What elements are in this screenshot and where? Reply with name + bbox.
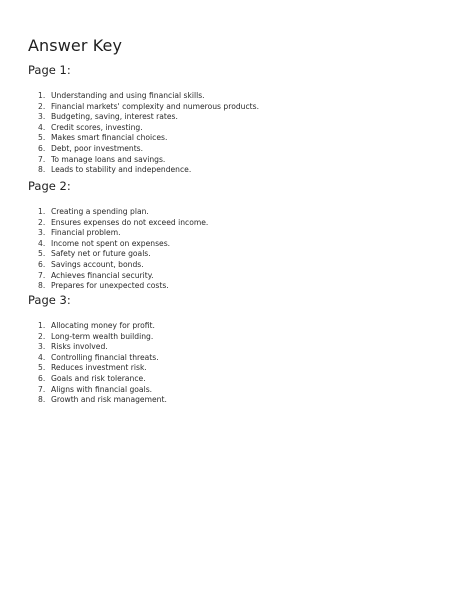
answer-number: 7. [38,154,46,164]
answer-section-page-3 [28,293,448,406]
answer-text: Aligns with financial goals. [51,384,153,394]
answer-text: Debt, poor investments. [51,143,144,153]
answer-text: Risks involved. [51,342,108,352]
answer-item [28,239,448,250]
answer-item [28,207,448,218]
answer-number: 1. [38,91,46,100]
answer-text: Income not spent on expenses. [51,238,171,248]
answer-item [28,353,448,364]
answer-item [28,271,448,282]
answer-item [28,228,448,239]
answer-text: Achieves financial security. [51,270,154,280]
answer-text: Savings account, bonds. [51,259,144,269]
answer-item [28,281,448,292]
section-heading: Page 2: [28,179,71,193]
answer-number: 1. [38,321,46,330]
answer-text: Ensures expenses do not exceed income. [51,217,209,227]
answer-item [28,218,448,229]
answer-text: Controlling financial threats. [51,352,159,362]
answer-text: Growth and risk management. [51,395,167,405]
answer-text: Financial problem. [51,228,121,238]
answer-number: 6. [38,373,46,383]
answer-item [28,363,448,374]
answer-number: 6. [38,259,46,269]
answer-item [28,395,448,406]
answer-item [28,342,448,353]
answer-text: Goals and risk tolerance. [51,373,146,383]
answer-number: 5. [38,249,46,259]
answer-text: Understanding and using financial skills. [51,91,205,100]
answer-text: Reduces investment risk. [51,363,147,373]
answer-text: Makes smart financial choices. [51,133,168,143]
answer-item [28,332,448,343]
answer-item [28,133,448,144]
answer-number: 5. [38,133,46,143]
page-title: Answer Key [28,36,123,55]
answer-number: 4. [38,122,46,132]
answer-number: 7. [38,384,46,394]
answer-section-page-1 [28,63,448,176]
answer-text: Prepares for unexpected costs. [51,281,169,291]
answer-item [28,155,448,166]
answer-number: 4. [38,238,46,248]
answer-number: 8. [38,165,46,175]
answer-text: Financial markets' complexity and numerous products. [51,101,260,111]
answer-item [28,165,448,176]
answer-section-page-2 [28,179,448,292]
answer-number: 1. [38,207,46,216]
answer-item [28,385,448,396]
answer-number: 8. [38,281,46,291]
answer-number: 6. [38,143,46,153]
answer-number: 2. [38,331,46,341]
answer-item [28,102,448,113]
answer-text: Creating a spending plan. [51,207,149,216]
answer-number: 2. [38,101,46,111]
answer-item [28,91,448,102]
answer-number: 8. [38,395,46,405]
answer-text: Long-term wealth building. [51,331,154,341]
answer-list [28,91,448,176]
answer-text: To manage loans and savings. [51,154,166,164]
answer-item [28,249,448,260]
section-heading: Page 1: [28,63,71,77]
section-heading: Page 3: [28,293,71,307]
answer-item [28,374,448,385]
answer-number: 4. [38,352,46,362]
answer-text: Leads to stability and independence. [51,165,192,175]
answer-item [28,321,448,332]
answer-list [28,207,448,292]
answer-number: 2. [38,217,46,227]
answer-item [28,260,448,271]
answer-number: 3. [38,342,46,352]
answer-item [28,112,448,123]
answer-number: 3. [38,112,46,122]
answer-number: 3. [38,228,46,238]
answer-list [28,321,448,406]
answer-number: 5. [38,363,46,373]
answer-item [28,144,448,155]
answer-item [28,123,448,134]
answer-number: 7. [38,270,46,280]
answer-text: Allocating money for profit. [51,321,155,330]
answer-text: Credit scores, investing. [51,122,143,132]
answer-text: Safety net or future goals. [51,249,151,259]
answer-text: Budgeting, saving, interest rates. [51,112,178,122]
